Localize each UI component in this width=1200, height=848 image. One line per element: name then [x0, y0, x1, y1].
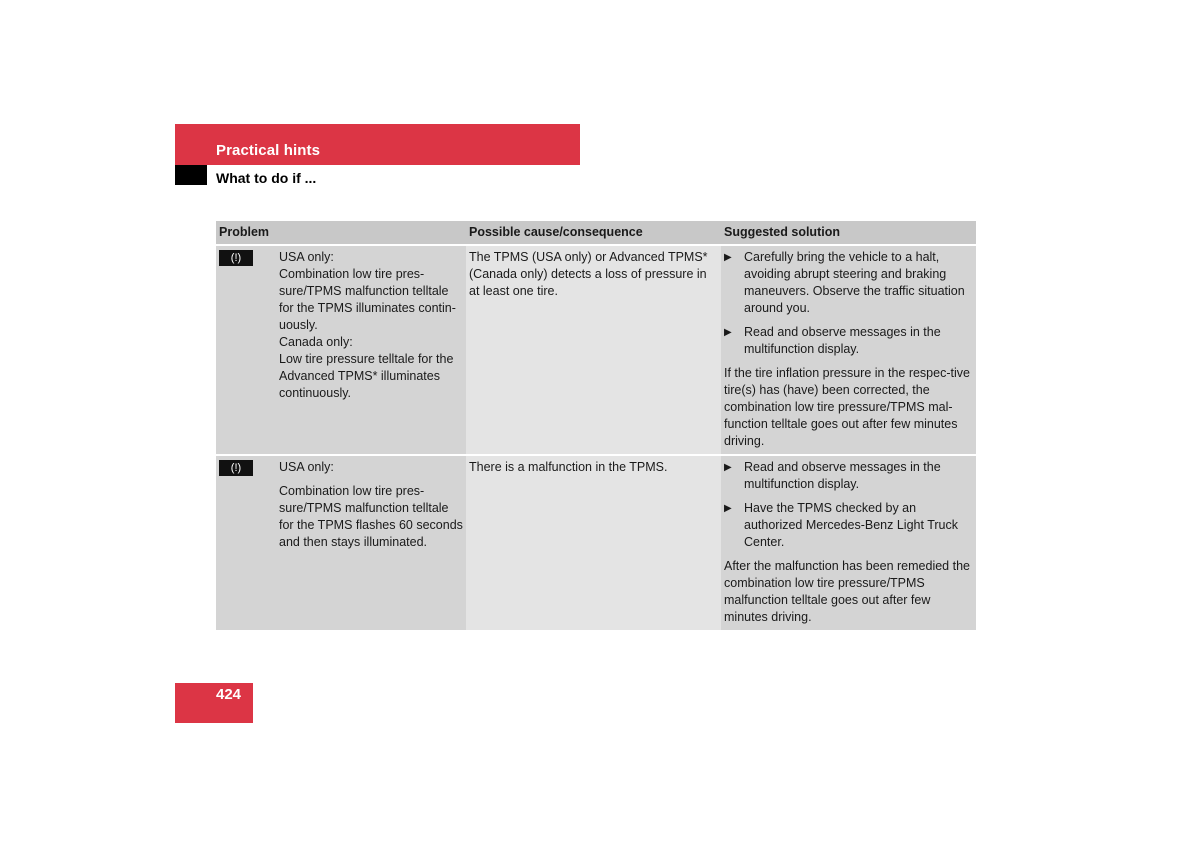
problem-text: USA only:: [279, 250, 334, 264]
subsection-title: What to do if ...: [216, 170, 317, 186]
solution-cell: [721, 245, 976, 455]
cause-cell: There is a malfunction in the TPMS.: [466, 455, 721, 630]
arrow-right-icon: ▶: [724, 327, 732, 338]
hints-table: [216, 221, 976, 630]
arrow-right-icon: ▶: [724, 503, 732, 514]
cause-cell: The TPMS (USA only) or Advanced TPMS* (Canada only) detects a loss of pressure in at least one tire.: [466, 245, 721, 455]
solution-note: If the tire inflation pressure in the respec-tive tire(s) has (have) been corrected, the combination low tire pressure/TPMS mal-function telltale goes out after few minutes driving.: [724, 366, 970, 448]
page-number: 424: [216, 686, 242, 703]
table-header-row: [216, 221, 976, 245]
problem-text: Combination low tire pres-sure/TPMS malfunction telltale for the TPMS illuminates contin-uously.: [279, 267, 456, 332]
tire-pressure-warning-icon: (!): [219, 460, 253, 476]
solution-step: ▶ Read and observe messages in the multifunction display.: [724, 325, 941, 356]
solution-step: ▶ Carefully bring the vehicle to a halt, avoiding abrupt steering and braking maneuvers. Observe the traffic situation around you.: [724, 250, 965, 315]
column-header-cause: Possible cause/consequence: [466, 221, 721, 245]
problem-text: USA only:: [279, 460, 334, 474]
problem-cell: [216, 455, 466, 630]
solution-step: ▶ Read and observe messages in the multifunction display.: [724, 460, 941, 491]
table-row: [216, 245, 976, 455]
problem-text: Canada only:: [279, 335, 353, 349]
solution-note: After the malfunction has been remedied the combination low tire pressure/TPMS malfunction telltale goes out after few minutes driving.: [724, 559, 970, 624]
column-header-problem: Problem: [216, 221, 466, 245]
column-header-solution: Suggested solution: [721, 221, 976, 245]
section-title: Practical hints: [216, 142, 321, 159]
arrow-right-icon: ▶: [724, 252, 732, 263]
page-number-tab: [175, 683, 253, 723]
solution-cell: [721, 455, 976, 630]
solution-step: ▶ Have the TPMS checked by an authorized Mercedes-Benz Light Truck Center.: [724, 501, 958, 549]
arrow-right-icon: ▶: [724, 462, 732, 473]
subsection-marker: [175, 165, 207, 185]
problem-text: Combination low tire pres-sure/TPMS malfunction telltale for the TPMS flashes 60 seconds and then stays illuminated.: [279, 484, 463, 549]
problem-cell: [216, 245, 466, 455]
section-header-bar: [175, 124, 580, 165]
problem-text: Low tire pressure telltale for the Advanced TPMS* illuminates continuously.: [279, 352, 454, 400]
tire-pressure-warning-icon: (!): [219, 250, 253, 266]
table-row: [216, 455, 976, 630]
